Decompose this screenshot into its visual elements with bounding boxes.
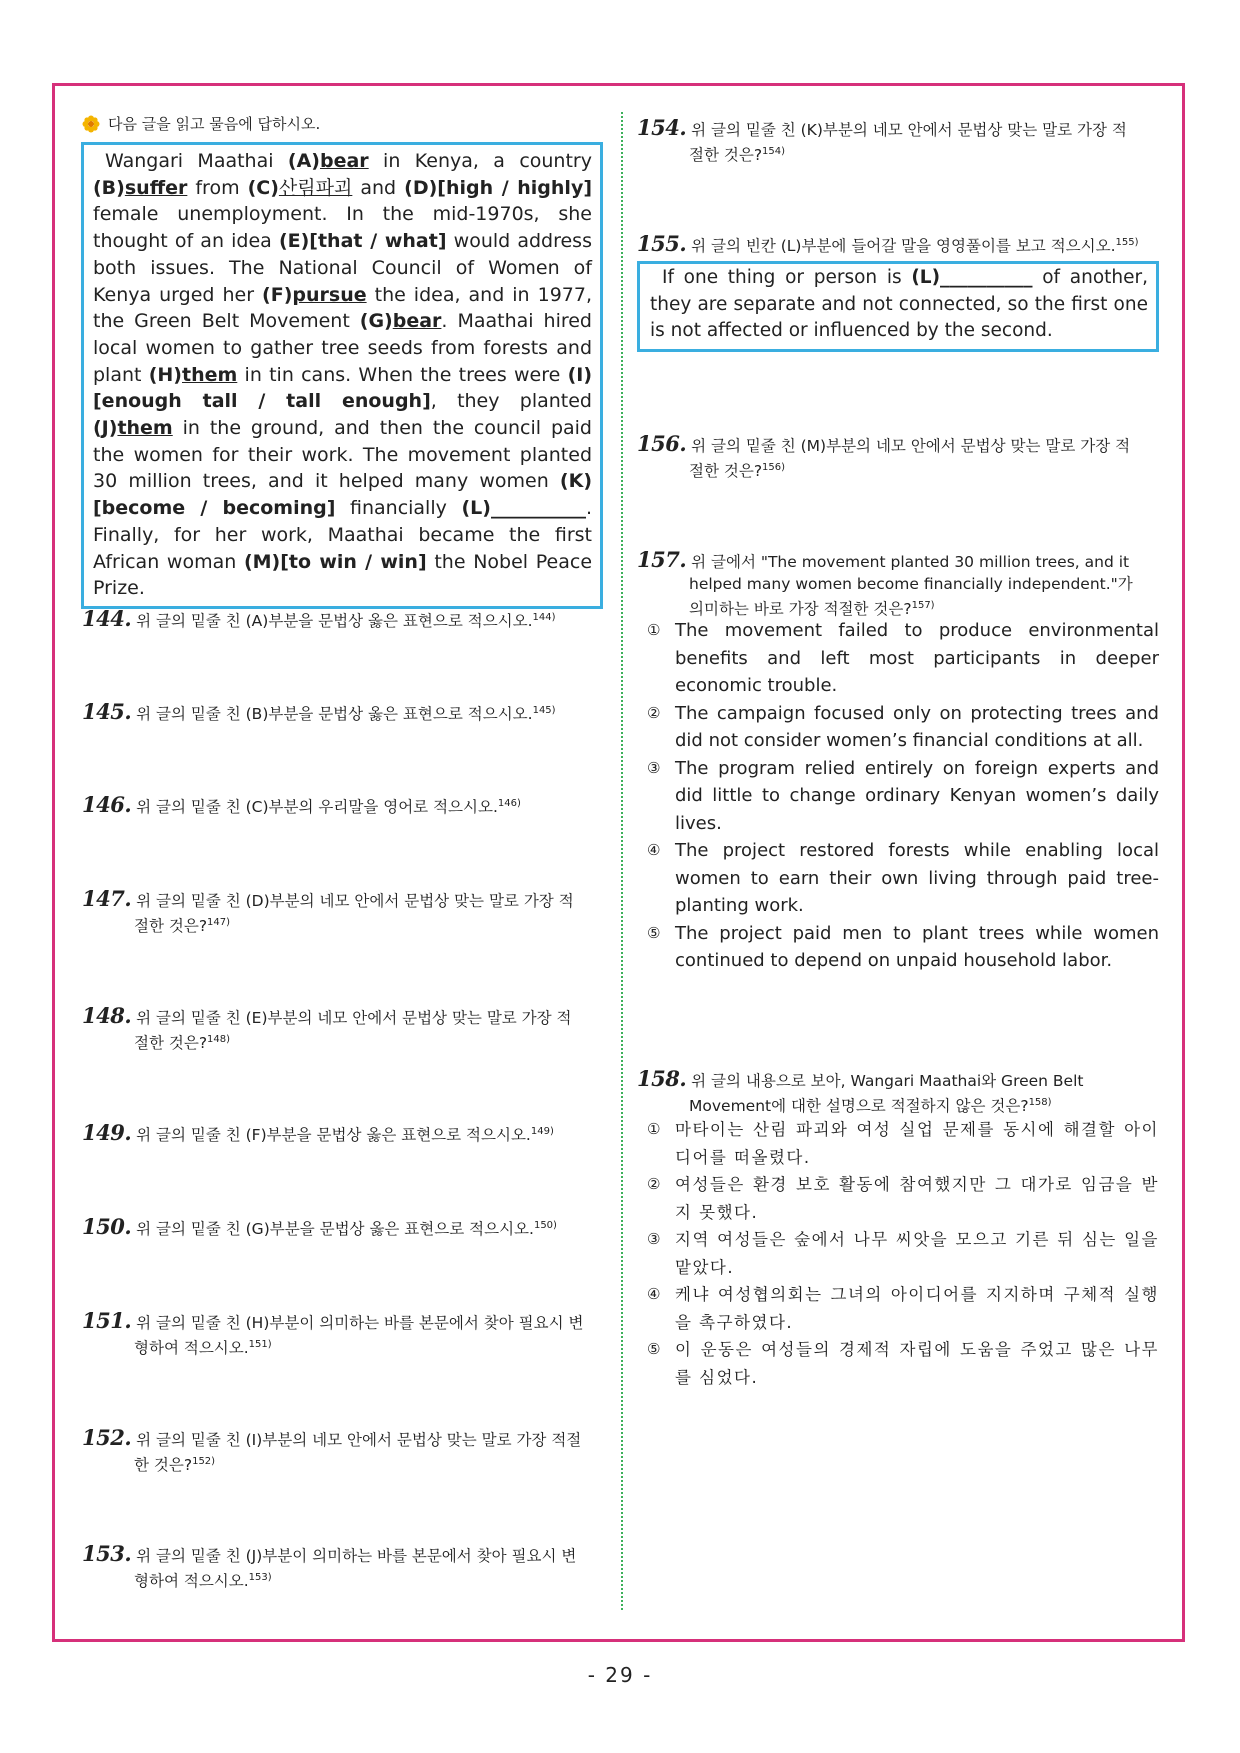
- marker-l: (L)__________: [461, 497, 586, 520]
- question-number: 150.: [82, 1214, 132, 1240]
- question-number: 152.: [82, 1425, 132, 1450]
- question-text-cont: 의미하는 바로 가장 적절한 것은?$^{157)}$: [689, 600, 935, 619]
- footnote-ref: 149): [530, 1126, 554, 1137]
- question-number: 148.: [82, 1003, 132, 1028]
- question-147: [82, 888, 604, 937]
- question-149: [82, 1121, 604, 1146]
- question-152: [82, 1427, 604, 1476]
- question-number: 158.: [637, 1066, 687, 1091]
- option-5[interactable]: ⑤ The project paid men to plant trees while women continued to depend on unpaid household labor.: [647, 922, 1159, 971]
- option-2[interactable]: ② The campaign focused only on protecting trees and did not consider women’s financial conditions at all.: [647, 702, 1159, 751]
- question-text-cont: helped many women become financially independent."가: [689, 575, 1133, 593]
- question-number: 151.: [82, 1308, 132, 1333]
- marker-k: (K)[become / becoming]: [93, 470, 592, 520]
- question-text: 위 글의 밑줄 친 (D)부분의 네모 안에서 문법상 맞는 말로 가장 적: [136, 892, 574, 910]
- question-text: 위 글의 밑줄 친 (C)부분의 우리말을 영어로 적으시오.: [136, 798, 498, 817]
- question-number: 144.: [82, 606, 132, 632]
- definition-text: If one thing or person is (L)__________ of another, they are separate and not connected, so the first one is not affected or influenced by the second.: [650, 267, 1148, 342]
- question-number: 145.: [82, 699, 132, 725]
- instruction-text: 다음 글을 읽고 물음에 답하시오.: [108, 115, 321, 133]
- question-154: [637, 117, 1159, 166]
- passage-segment: from: [187, 176, 248, 199]
- question-150: [82, 1215, 604, 1240]
- marker-g: (G)bear: [359, 310, 442, 333]
- passage-segment: in the ground, and then the council paid the women for their work. The movement planted 30 million trees, and it helped many women: [93, 417, 592, 493]
- column-divider: [621, 112, 623, 1610]
- question-text-cont: 절한 것은?$^{154)}$: [689, 146, 786, 165]
- question-number: 146.: [82, 792, 132, 818]
- question-157: [637, 549, 1159, 620]
- option-4[interactable]: ④ 케냐 여성협의회는 그녀의 아이디어를 지지하며 구체적 실행을 촉구하였다.: [647, 1285, 1159, 1332]
- footnote-ref: 150): [533, 1220, 557, 1231]
- question-text: 위 글에서 "The movement planted 30 million trees, and it: [691, 553, 1130, 571]
- question-text: 위 글의 밑줄 친 (J)부분이 의미하는 바를 본문에서 찾아 필요시 변: [136, 1547, 577, 1565]
- question-text: 위 글의 밑줄 친 (I)부분의 네모 안에서 문법상 맞는 말로 가장 적절: [136, 1431, 582, 1449]
- marker-c-word: 산림파괴: [278, 176, 353, 199]
- footnote-ref: 155): [1115, 237, 1139, 248]
- passage-segment: . Maathai hired local women to gather tree seeds from forests and plant: [93, 310, 592, 386]
- question-text-cont: 형하여 적으시오.$^{153)}$: [134, 1572, 272, 1591]
- marker-a: (A)bear: [287, 150, 369, 172]
- question-number: 147.: [82, 886, 132, 911]
- question-text: 위 글의 내용으로 보아, Wangari Maathai와 Green Belt: [691, 1072, 1084, 1090]
- question-145: [82, 700, 604, 725]
- question-number: 156.: [637, 431, 687, 456]
- question-148: [82, 1005, 604, 1054]
- marker-h: (H)them: [148, 363, 238, 386]
- question-text: 위 글의 빈칸 (L)부분에 들어갈 말을 영영풀이를 보고 적으시오.: [691, 237, 1116, 256]
- question-number: 155.: [637, 231, 687, 257]
- marker-j: (J)them: [93, 417, 173, 440]
- question-text-cont: 절한 것은?$^{148)}$: [134, 1034, 231, 1053]
- question-text: 위 글의 밑줄 친 (G)부분을 문법상 옳은 표현으로 적으시오.: [136, 1220, 534, 1239]
- marker-e: (E)[that / what]: [278, 230, 447, 253]
- marker-f: (F)pursue: [262, 283, 367, 306]
- question-number: 157.: [637, 547, 687, 572]
- marker-i: (I)[enough tall / tall enough]: [93, 363, 592, 413]
- passage-segment: the Nobel Peace Prize.: [93, 550, 593, 600]
- footnote-ref: 145): [532, 705, 556, 716]
- footnote-ref: 146): [497, 798, 521, 809]
- marker-b: (B)suffer: [93, 176, 188, 199]
- question-text: 위 글의 밑줄 친 (H)부분이 의미하는 바를 본문에서 찾아 필요시 변: [136, 1314, 584, 1332]
- option-1[interactable]: ① 마타이는 산림 파괴와 여성 실업 문제를 동시에 해결할 아이디어를 떠올렸다.: [647, 1120, 1159, 1167]
- question-text: 위 글의 밑줄 친 (B)부분을 문법상 옳은 표현으로 적으시오.: [136, 705, 533, 724]
- instruction-line: [82, 113, 320, 134]
- flower-icon: [82, 115, 100, 133]
- option-4[interactable]: ④ The project restored forests while enabling local women to earn their own living through paid tree-planting work.: [647, 840, 1159, 916]
- question-144: [82, 607, 604, 632]
- passage-segment: and: [352, 176, 405, 199]
- definition-blank: (L)__________: [911, 267, 1033, 288]
- option-3[interactable]: ③ 지역 여성들은 숲에서 나무 씨앗을 모으고 기른 뒤 심는 일을 맡았다.: [647, 1230, 1159, 1277]
- marker-d: (D)[high / highly]: [404, 176, 593, 199]
- question-146: [82, 793, 604, 818]
- passage-segment: female unemployment. In the mid-1970s, she thought of an idea: [93, 203, 592, 253]
- question-153: [82, 1543, 604, 1592]
- question-156: [637, 433, 1159, 482]
- question-text-cont: 절한 것은?$^{147)}$: [134, 917, 231, 936]
- question-text-cont: 한 것은?$^{152)}$: [134, 1456, 216, 1475]
- marker-c: (C): [247, 176, 279, 199]
- page-number: - 29 -: [587, 1663, 653, 1687]
- reading-passage: [81, 142, 603, 609]
- option-5[interactable]: ⑤ 이 운동은 여성들의 경제적 자립에 도움을 주었고 많은 나무를 심었다.: [647, 1340, 1159, 1387]
- footnote-ref: 144): [532, 612, 556, 623]
- passage-text: [93, 148, 592, 602]
- option-2[interactable]: ② 여성들은 환경 보호 활동에 참여했지만 그 대가로 임금을 받지 못했다.: [647, 1175, 1159, 1222]
- question-text: 위 글의 밑줄 친 (E)부분의 네모 안에서 문법상 맞는 말로 가장 적: [136, 1009, 572, 1027]
- passage-segment: , they planted: [430, 390, 592, 413]
- question-number: 149.: [82, 1120, 132, 1146]
- question-text-cont: Movement에 대한 설명으로 적절하지 않은 것은?$^{158)}$: [689, 1097, 1052, 1116]
- question-text: 위 글의 밑줄 친 (F)부분을 문법상 옳은 표현으로 적으시오.: [136, 1126, 531, 1145]
- q157-options: [647, 617, 1159, 975]
- passage-segment: in tin cans. When the trees were: [237, 363, 568, 386]
- question-155: [637, 232, 1159, 257]
- q158-options: [647, 1116, 1159, 1391]
- marker-m: (M)[to win / win]: [243, 550, 427, 573]
- passage-segment: the idea, and in 1977, the Green Belt Movement: [93, 283, 592, 333]
- passage-segment: Wangari Maathai: [105, 150, 288, 172]
- passage-segment: financially: [335, 497, 462, 520]
- question-151: [82, 1310, 604, 1359]
- question-number: 153.: [82, 1541, 132, 1566]
- option-3[interactable]: ③ The program relied entirely on foreign experts and did little to change ordinary Kenyan women’s daily lives.: [647, 757, 1159, 834]
- passage-segment: would address both issues. The National Council of Women of Kenya urged her: [93, 230, 592, 306]
- question-158: [637, 1068, 1159, 1117]
- passage-segment: in Kenya, a country: [368, 150, 592, 172]
- question-text: 위 글의 밑줄 친 (M)부분의 네모 안에서 문법상 맞는 말로 가장 적: [691, 437, 1131, 455]
- question-text-cont: 절한 것은?$^{156)}$: [689, 462, 786, 481]
- question-number: 154.: [637, 115, 687, 140]
- question-text-cont: 형하여 적으시오.$^{151)}$: [134, 1339, 272, 1358]
- question-text: 위 글의 밑줄 친 (A)부분을 문법상 옳은 표현으로 적으시오.: [136, 612, 533, 631]
- passage-segment: . Finally, for her work, Maathai became the first African woman: [93, 497, 592, 573]
- definition-box: [637, 261, 1159, 352]
- option-1[interactable]: ① The movement failed to produce environmental benefits and left most participants in deeper economic trouble.: [647, 620, 1159, 696]
- question-text: 위 글의 밑줄 친 (K)부분의 네모 안에서 문법상 맞는 말로 가장 적: [691, 121, 1127, 139]
